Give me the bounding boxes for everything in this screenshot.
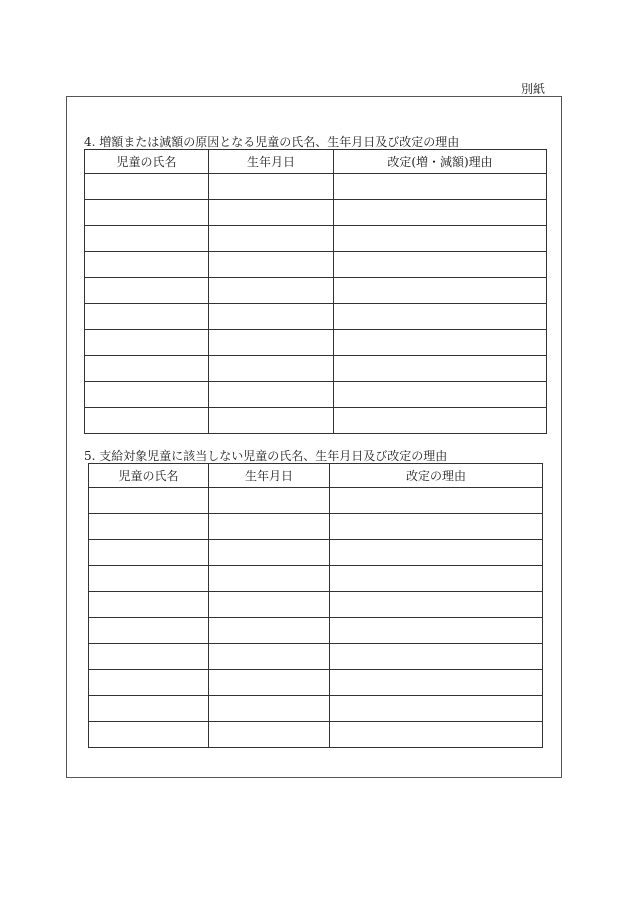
- cell-child-name[interactable]: [89, 592, 209, 618]
- table-header-row: [85, 150, 547, 174]
- cell-revision-reason[interactable]: [330, 722, 543, 748]
- cell-birthdate[interactable]: [209, 722, 330, 748]
- cell-child-name[interactable]: [85, 356, 209, 382]
- cell-revision-reason[interactable]: [330, 670, 543, 696]
- cell-child-name[interactable]: [85, 200, 209, 226]
- table-row: [89, 670, 543, 696]
- cell-revision-reason[interactable]: [334, 408, 547, 434]
- column-header-child-name: 児童の氏名: [85, 150, 209, 174]
- cell-birthdate[interactable]: [209, 670, 330, 696]
- cell-child-name[interactable]: [89, 696, 209, 722]
- column-header-revision-reason: 改定(増・減額)理由: [334, 150, 547, 174]
- cell-child-name[interactable]: [89, 488, 209, 514]
- cell-birthdate[interactable]: [209, 566, 330, 592]
- cell-revision-reason[interactable]: [334, 356, 547, 382]
- cell-birthdate[interactable]: [209, 514, 330, 540]
- table-row: [85, 200, 547, 226]
- column-header-birthdate: 生年月日: [209, 464, 330, 488]
- page-label: 別紙: [520, 82, 545, 96]
- cell-child-name[interactable]: [85, 252, 209, 278]
- cell-birthdate[interactable]: [209, 226, 334, 252]
- table-row: [89, 618, 543, 644]
- table-row: [85, 278, 547, 304]
- cell-child-name[interactable]: [85, 174, 209, 200]
- cell-child-name[interactable]: [85, 408, 209, 434]
- table-row: [89, 592, 543, 618]
- cell-revision-reason[interactable]: [334, 382, 547, 408]
- cell-birthdate[interactable]: [209, 252, 334, 278]
- cell-birthdate[interactable]: [209, 540, 330, 566]
- cell-child-name[interactable]: [85, 382, 209, 408]
- cell-revision-reason[interactable]: [334, 330, 547, 356]
- cell-birthdate[interactable]: [209, 382, 334, 408]
- cell-revision-reason[interactable]: [330, 566, 543, 592]
- table-row: [89, 696, 543, 722]
- cell-birthdate[interactable]: [209, 356, 334, 382]
- cell-revision-reason[interactable]: [334, 174, 547, 200]
- cell-birthdate[interactable]: [209, 174, 334, 200]
- section-5-title: 5. 支給対象児童に該当しない児童の氏名、生年月日及び改定の理由: [84, 449, 448, 463]
- cell-child-name[interactable]: [89, 644, 209, 670]
- cell-revision-reason[interactable]: [330, 540, 543, 566]
- table-header-row: [89, 464, 543, 488]
- table-row: [89, 644, 543, 670]
- column-header-birthdate: 生年月日: [209, 150, 334, 174]
- cell-revision-reason[interactable]: [330, 644, 543, 670]
- table-row: [89, 488, 543, 514]
- cell-birthdate[interactable]: [209, 592, 330, 618]
- cell-child-name[interactable]: [85, 278, 209, 304]
- cell-child-name[interactable]: [89, 540, 209, 566]
- cell-child-name[interactable]: [85, 330, 209, 356]
- cell-child-name[interactable]: [89, 722, 209, 748]
- table-row: [85, 330, 547, 356]
- cell-child-name[interactable]: [89, 670, 209, 696]
- table-row: [89, 566, 543, 592]
- table-row: [85, 382, 547, 408]
- cell-revision-reason[interactable]: [330, 514, 543, 540]
- cell-revision-reason[interactable]: [334, 252, 547, 278]
- table-row: [85, 304, 547, 330]
- cell-birthdate[interactable]: [209, 618, 330, 644]
- column-header-revision-reason: 改定の理由: [330, 464, 543, 488]
- cell-child-name[interactable]: [89, 566, 209, 592]
- cell-revision-reason[interactable]: [334, 278, 547, 304]
- section-5-table: [88, 463, 543, 748]
- cell-birthdate[interactable]: [209, 304, 334, 330]
- cell-birthdate[interactable]: [209, 644, 330, 670]
- cell-revision-reason[interactable]: [334, 304, 547, 330]
- table-row: [89, 514, 543, 540]
- cell-child-name[interactable]: [89, 514, 209, 540]
- cell-birthdate[interactable]: [209, 330, 334, 356]
- cell-birthdate[interactable]: [209, 696, 330, 722]
- cell-birthdate[interactable]: [209, 408, 334, 434]
- cell-revision-reason[interactable]: [330, 592, 543, 618]
- cell-revision-reason[interactable]: [334, 200, 547, 226]
- table-row: [89, 540, 543, 566]
- table-row: [85, 226, 547, 252]
- cell-revision-reason[interactable]: [330, 696, 543, 722]
- cell-birthdate[interactable]: [209, 200, 334, 226]
- cell-birthdate[interactable]: [209, 488, 330, 514]
- cell-revision-reason[interactable]: [334, 226, 547, 252]
- table-row: [85, 252, 547, 278]
- table-row: [85, 356, 547, 382]
- cell-birthdate[interactable]: [209, 278, 334, 304]
- cell-revision-reason[interactable]: [330, 488, 543, 514]
- cell-child-name[interactable]: [85, 304, 209, 330]
- column-header-child-name: 児童の氏名: [89, 464, 209, 488]
- cell-child-name[interactable]: [85, 226, 209, 252]
- table-row: [89, 722, 543, 748]
- table-row: [85, 174, 547, 200]
- section-4-title: 4. 増額または減額の原因となる児童の氏名、生年月日及び改定の理由: [84, 135, 460, 149]
- section-4-table: [84, 149, 547, 434]
- cell-child-name[interactable]: [89, 618, 209, 644]
- cell-revision-reason[interactable]: [330, 618, 543, 644]
- table-row: [85, 408, 547, 434]
